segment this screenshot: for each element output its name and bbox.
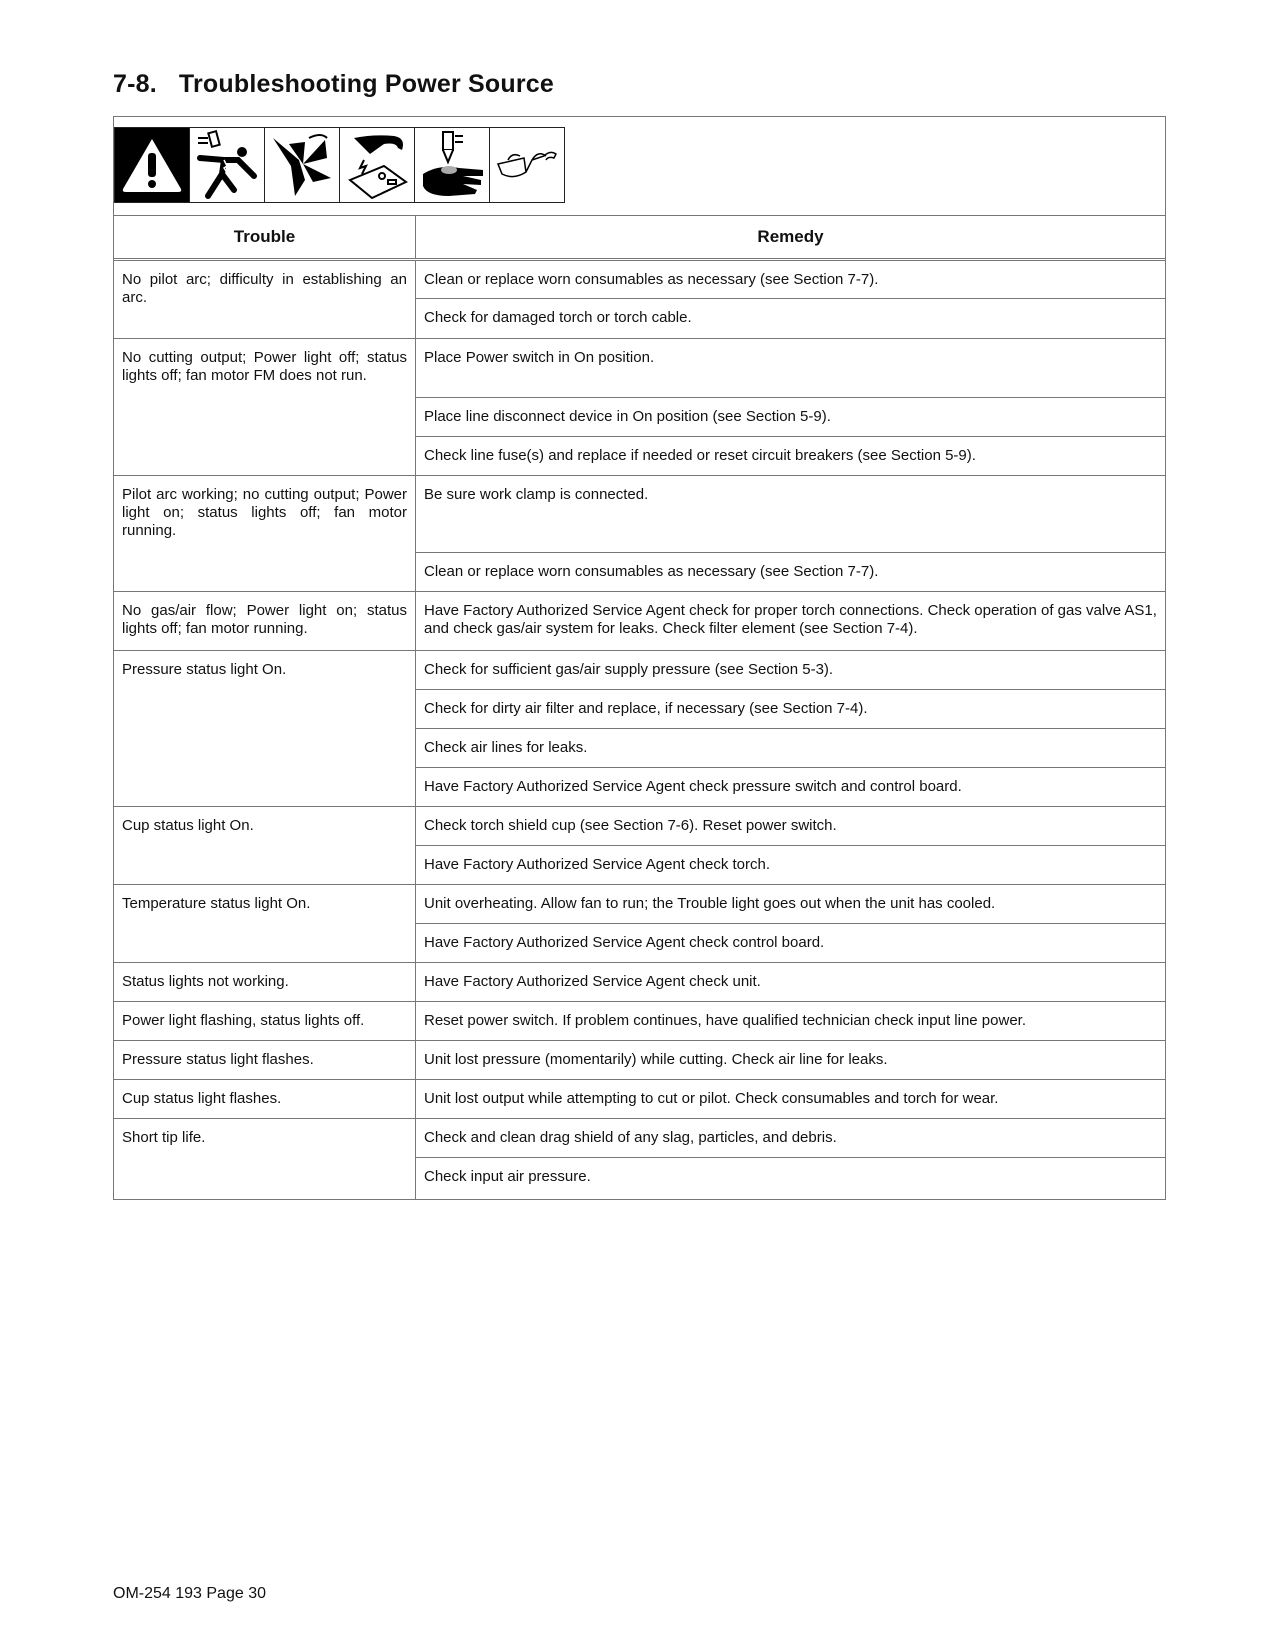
remedy-cell: Have Factory Authorized Service Agent check pressure switch and control board. [416,768,1166,807]
remedy-cell: Reset power switch. If problem continues, have qualified technician check input line power. [416,1002,1166,1041]
trouble-cell: Pilot arc working; no cutting output; Power light on; status lights off; fan motor running. [114,476,416,592]
table-row [114,339,1165,398]
remedy-cell: Check for dirty air filter and replace, if necessary (see Section 7-4). [416,690,1166,729]
table-row [114,1080,1165,1119]
trouble-cell: Status lights not working. [114,963,416,1002]
table-row [114,476,1165,553]
table-row [114,807,1165,846]
remedy-cell: Clean or replace worn consumables as necessary (see Section 7-7). [416,553,1166,592]
section-number: 7-8. [113,70,157,98]
page-footer: OM-254 193 Page 30 [113,1585,266,1602]
remedy-cell: Unit overheating. Allow fan to run; the Trouble light goes out when the unit has cooled. [416,885,1166,924]
table-row [114,1002,1165,1041]
remedy-cell: Have Factory Authorized Service Agent check torch. [416,846,1166,885]
remedy-cell: Place line disconnect device in On position (see Section 5-9). [416,398,1166,437]
safety-glasses-icon [490,128,564,202]
remedy-cell: Check input air pressure. [416,1158,1166,1199]
remedy-cell: Unit lost pressure (momentarily) while cutting. Check air line for leaks. [416,1041,1166,1080]
remedy-cell: Check air lines for leaks. [416,729,1166,768]
moving-parts-icon [265,128,340,202]
remedy-cell: Check and clean drag shield of any slag, particles, and debris. [416,1119,1166,1158]
static-electricity-icon [340,128,415,202]
troubleshooting-frame [113,116,1166,1200]
safety-icons-bar [114,117,1165,216]
table-row [114,963,1165,1002]
remedy-cell: Have Factory Authorized Service Agent check for proper torch connections. Check operation of gas valve AS1, and check gas/air system for leaks. Check filter element (see Section 7-4). [416,592,1166,651]
section-title: Troubleshooting Power Source [178,70,554,98]
remedy-cell: Check for sufficient gas/air supply pressure (see Section 5-3). [416,651,1166,690]
remedy-cell: Check torch shield cup (see Section 7-6). Reset power switch. [416,807,1166,846]
remedy-cell: Unit lost output while attempting to cut or pilot. Check consumables and torch for wear. [416,1080,1166,1119]
electric-shock-icon [190,128,265,202]
remedy-cell: Have Factory Authorized Service Agent check control board. [416,924,1166,963]
trouble-cell: Cup status light flashes. [114,1080,416,1119]
page-title [113,70,554,99]
trouble-cell: No pilot arc; difficulty in establishing an arc. [114,260,416,339]
trouble-cell: Temperature status light On. [114,885,416,963]
trouble-cell: No gas/air flow; Power light on; status lights off; fan motor running. [114,592,416,651]
remedy-cell: Check line fuse(s) and replace if needed or reset circuit breakers (see Section 5-9). [416,437,1166,476]
trouble-cell: Cup status light On. [114,807,416,885]
trouble-cell: Pressure status light flashes. [114,1041,416,1080]
table-row [114,1041,1165,1080]
table-row [114,592,1165,651]
remedy-cell: Have Factory Authorized Service Agent check unit. [416,963,1166,1002]
table-row [114,260,1165,299]
table-row [114,651,1165,690]
trouble-cell: No cutting output; Power light off; status lights off; fan motor FM does not run. [114,339,416,476]
table-row [114,885,1165,924]
remedy-cell: Be sure work clamp is connected. [416,476,1166,553]
trouble-cell: Power light flashing, status lights off. [114,1002,416,1041]
remedy-cell: Check for damaged torch or torch cable. [416,299,1166,339]
table-row [114,1119,1165,1158]
column-header-remedy: Remedy [416,216,1166,260]
hot-parts-icon [415,128,490,202]
remedy-cell: Place Power switch in On position. [416,339,1166,398]
column-header-trouble: Trouble [114,216,416,260]
trouble-cell: Short tip life. [114,1119,416,1199]
troubleshooting-table [114,216,1165,1199]
remedy-cell: Clean or replace worn consumables as necessary (see Section 7-7). [416,260,1166,299]
trouble-cell: Pressure status light On. [114,651,416,807]
warning-icon [115,128,190,202]
